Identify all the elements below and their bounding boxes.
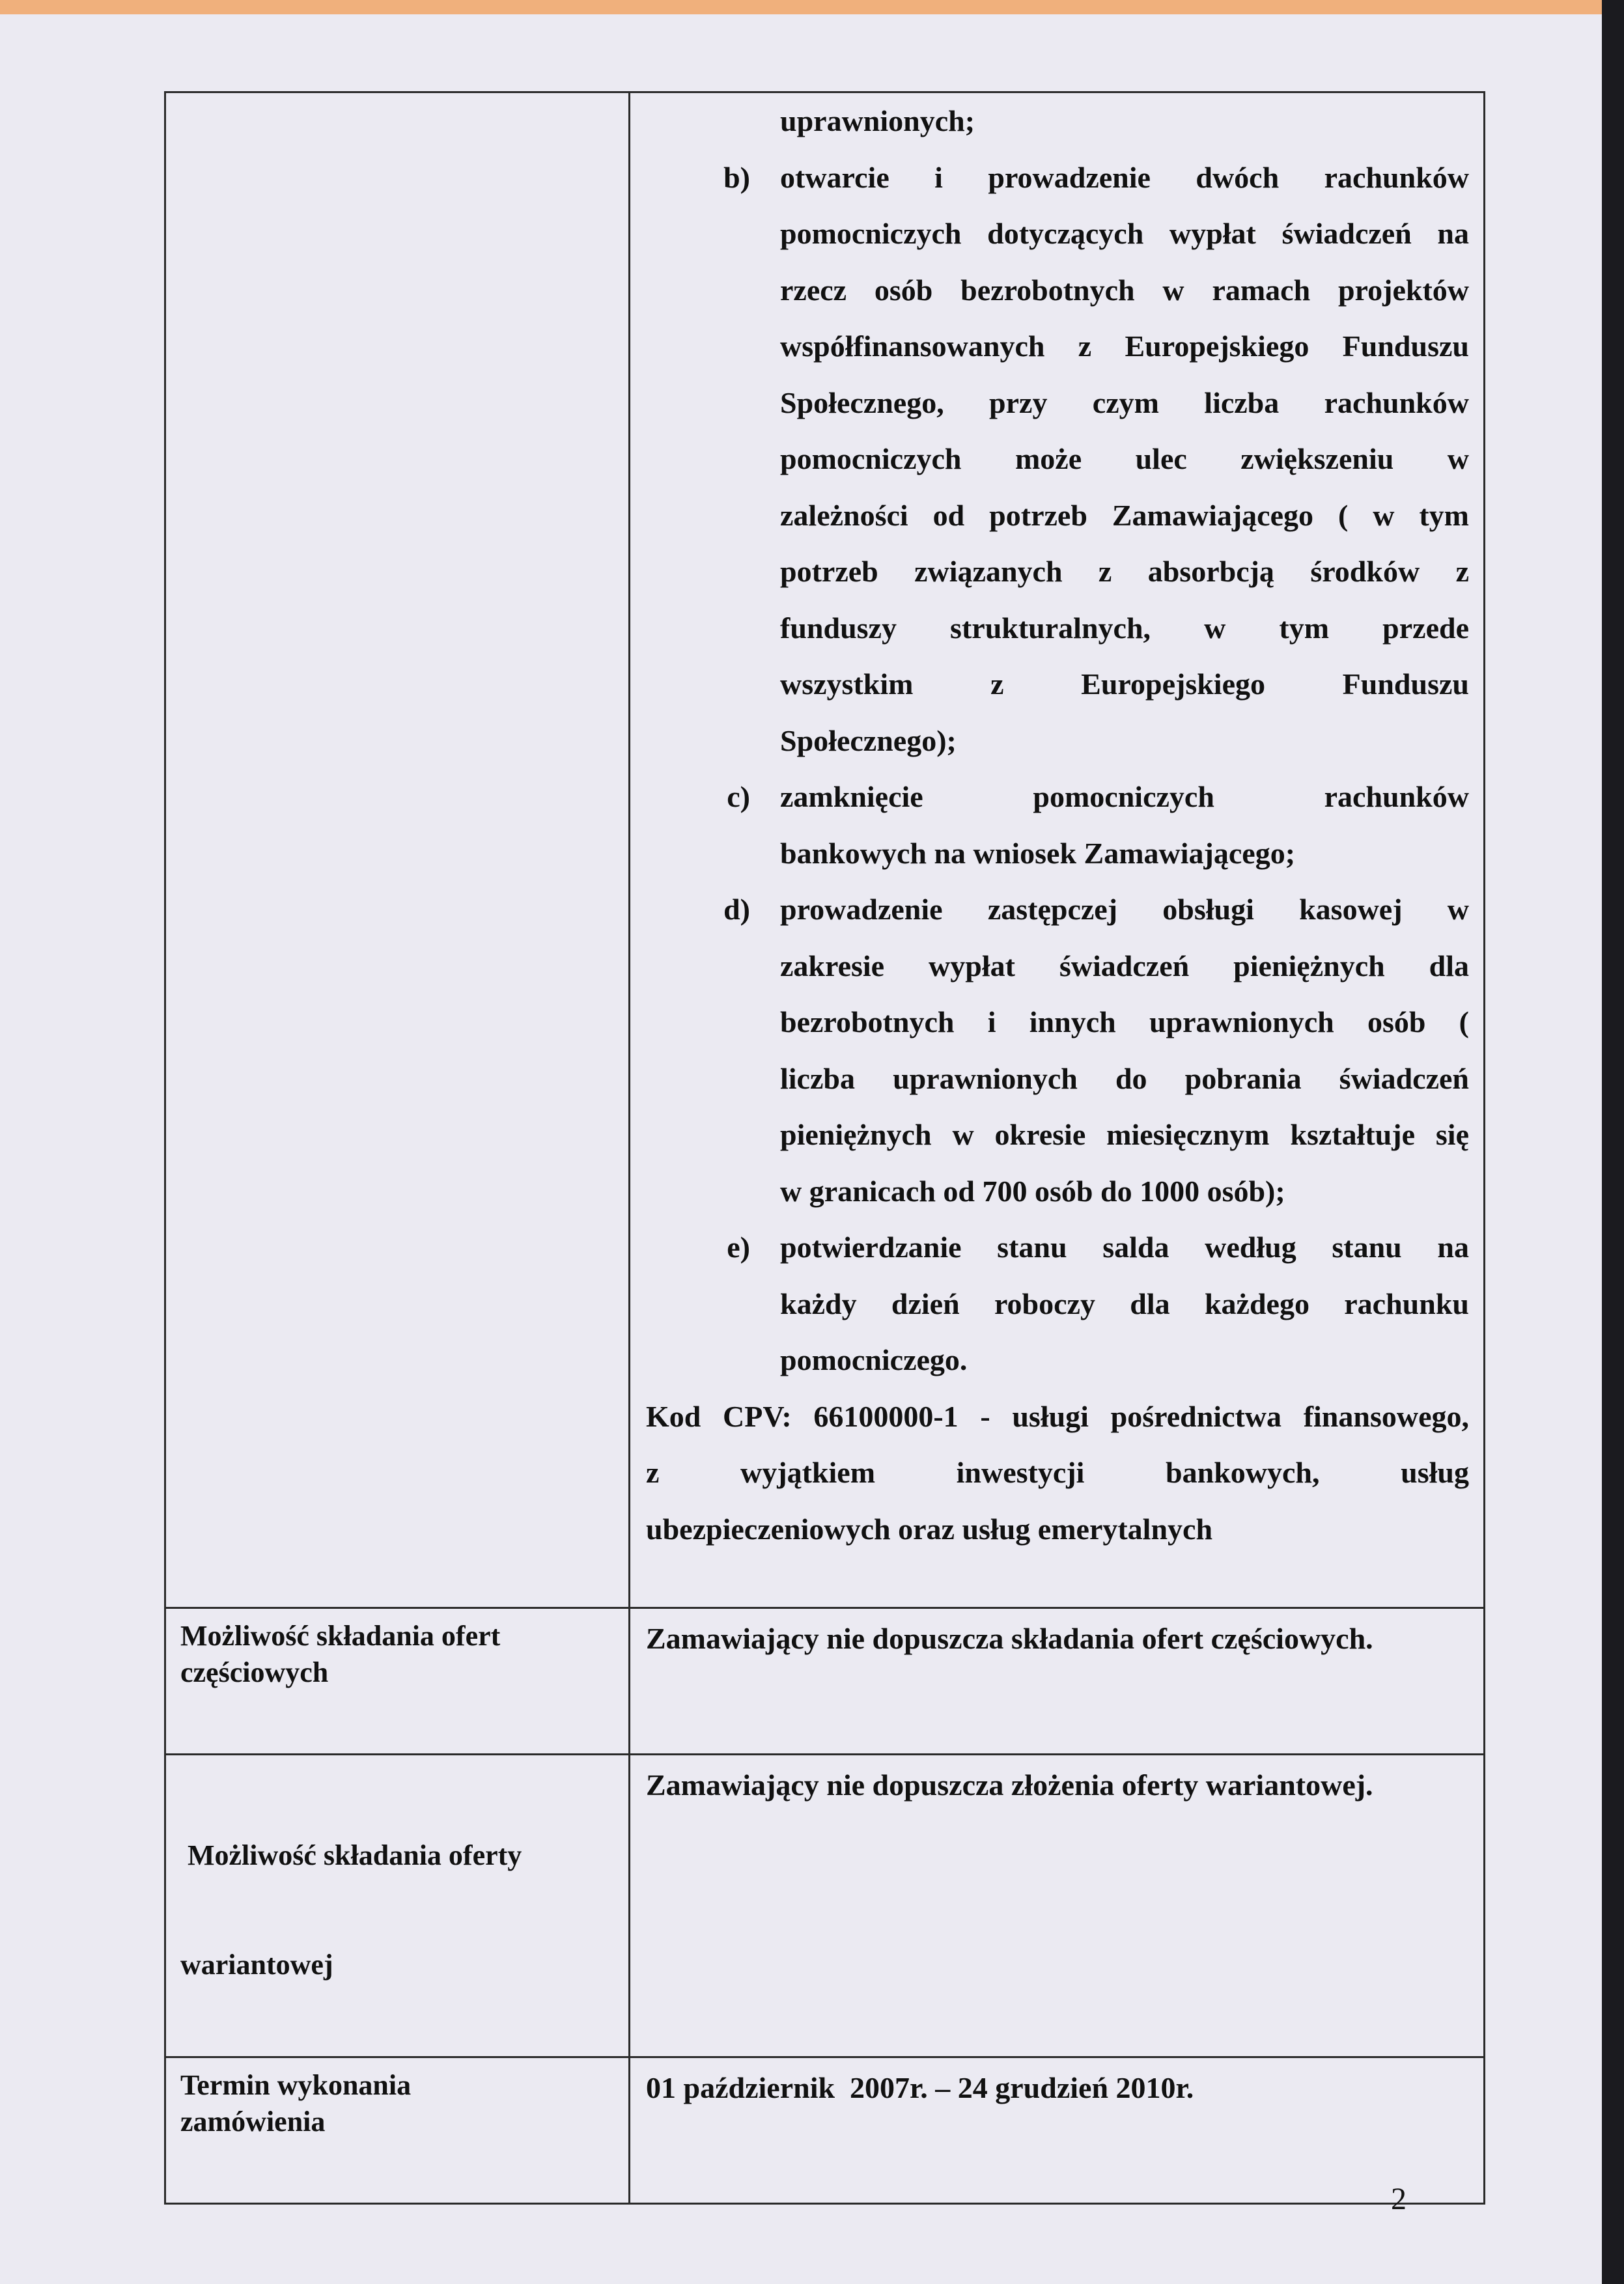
value-text: 01 październik 2007r. – 24 grudzień 2010r.: [646, 2071, 1194, 2104]
text-line: liczba uprawnionych do pobrania świadczeń: [780, 1061, 1469, 1095]
label-line: Możliwość składania ofert: [180, 1620, 501, 1652]
list-marker: d): [723, 893, 750, 926]
label-line: wariantowej: [180, 1949, 333, 1981]
text-line: potwierdzanie stanu salda według stanu na: [780, 1231, 1469, 1264]
list-marker: e): [727, 1231, 750, 1264]
list-item-c: [630, 769, 1469, 882]
text-line: każdy dzień roboczy dla każdego rachunku: [780, 1287, 1469, 1320]
value-cell-partial-offers: [630, 1608, 1485, 1755]
text-line: otwarcie i prowadzenie dwóch rachunków: [780, 160, 1469, 194]
text-line: współfinansowanych z Europejskiego Funduszu: [780, 329, 1469, 363]
text-line: pomocniczych może ulec zwiększeniu w: [780, 442, 1469, 475]
label-line: Termin wykonania: [180, 2069, 412, 2101]
text-line: prowadzenie zastępczej obsługi kasowej w: [780, 893, 1469, 926]
list-marker: c): [727, 780, 750, 813]
label-cell-partial-offers: [165, 1608, 630, 1755]
text-line: z wyjątkiem inwestycji bankowych, usług: [646, 1456, 1469, 1489]
text-line: pomocniczego.: [780, 1343, 968, 1376]
page-number: 2: [1391, 2182, 1407, 2216]
table-row: [165, 92, 1485, 1608]
text-line: zakresie wypłat świadczeń pieniężnych dla: [780, 949, 1469, 982]
text-line: pieniężnych w okresie miesięcznym kształtuje się: [780, 1118, 1469, 1151]
text-line: zamknięcie pomocniczych rachunków: [780, 780, 1469, 813]
list-item-b: [630, 150, 1469, 770]
table-row: [165, 1755, 1485, 2057]
value-text: Zamawiający nie dopuszcza złożenia oferty wariantowej.: [646, 1768, 1373, 1802]
value-text: Zamawiający nie dopuszcza składania ofert częściowych.: [646, 1622, 1373, 1655]
text-line: w granicach od 700 osób do 1000 osób);: [780, 1174, 1285, 1208]
continuation-line: uprawnionych;: [780, 104, 975, 137]
label-cell-completion-date: [165, 2057, 630, 2204]
scan-top-edge: [0, 0, 1624, 14]
label-cell-variant-offer: [165, 1755, 630, 2057]
value-cell-variant-offer: [630, 1755, 1485, 2057]
empty-label-cell: [165, 92, 630, 1608]
text-line: bezrobotnych i innych uprawnionych osób (: [780, 1005, 1469, 1038]
text-line: potrzeb związanych z absorbcją środków z: [780, 555, 1469, 588]
scan-right-edge: [1602, 0, 1624, 2284]
value-cell-completion-date: [630, 2057, 1485, 2204]
procurement-table: [164, 91, 1485, 2205]
text-line: bankowych na wniosek Zamawiającego;: [780, 836, 1296, 870]
label-line: Możliwość składania oferty: [180, 1839, 522, 1871]
list-marker: b): [723, 160, 750, 194]
document-page: [0, 14, 1602, 2284]
text-line: pomocniczych dotyczących wypłat świadczeń na: [780, 217, 1469, 250]
scope-cell: [630, 92, 1485, 1608]
text-line: funduszy strukturalnych, w tym przede: [780, 611, 1469, 645]
text-line: wszystkim z Europejskiego Funduszu: [780, 667, 1469, 701]
text-line: ubezpieczeniowych oraz usług emerytalnych: [646, 1512, 1213, 1546]
label-line: zamówienia: [180, 2106, 326, 2138]
text-line: rzecz osób bezrobotnych w ramach projektów: [780, 273, 1469, 307]
text-line: Kod CPV: 66100000-1 - usługi pośrednictwa finansowego,: [646, 1399, 1469, 1433]
table-row: [165, 1608, 1485, 1755]
text-line: zależności od potrzeb Zamawiającego ( w tym: [780, 498, 1469, 532]
table-row: [165, 2057, 1485, 2204]
text-line: Społecznego, przy czym liczba rachunków: [780, 385, 1469, 419]
text-line: Społecznego);: [780, 723, 957, 757]
label-line: częściowych: [180, 1656, 329, 1688]
list-item-d: [630, 882, 1469, 1219]
cpv-code: [630, 1389, 1469, 1558]
list-item-e: [630, 1219, 1469, 1389]
